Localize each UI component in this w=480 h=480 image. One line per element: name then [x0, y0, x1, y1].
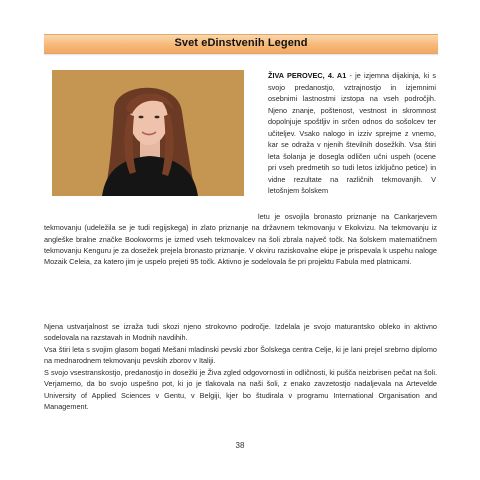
intro-paragraph: - je izjemna dijakinja, ki s svojo predanostjo, vztrajnostjo in izjemnimi osebnimi lastnostmi izstopa na vseh področjih. Njeno znanje, poštenost, vestnost in skromnost dopolnjuje spoštljiv in srčen odnos do sošolcev ter učiteljev. Vsako nalogo in izziv sprejme z vnemo, kar se odraža v njenih številnih dosežkih. Vsa štiri leta šolanja je dosegla odličen učni uspeh (ocene pri vseh predmetih so tudi letos izključno petice) in vidne rezultate na različnih tekmovanjih. V letošnjem šolskem	[268, 71, 436, 195]
page-number: 38	[235, 441, 245, 450]
choir-paragraph: Vsa štiri leta s svojim glasom bogati Mešani mladinski pevski zbor Šolskega centra Celje, ki je lani prejel srebrno diplomo na mednarodnem tekmovanju pevskih zborov v Italiji.	[44, 345, 437, 366]
page-title: Svet eDinstvenih Legend	[174, 37, 308, 49]
creativity-paragraph: Njena ustvarjalnost se izraža tudi skozi njeno strokovno področje. Izdelala je svojo maturantsko obleko in aktivno sodelovala na razstavah in Modnih navdihih.	[44, 322, 437, 343]
student-name: ŽIVA PEROVEC, 4. A1	[268, 71, 347, 80]
achievements-paragraph: letu je osvojila bronasto priznanje na Cankarjevem tekmovanju (udeležila se je tudi regijskega) in zlato priznanje na državnem tekmovanju v Ekokvizu. Na tekmovanju iz angleške bralne značke Bookworms je izmed vseh tekmovalcev na šoli zbrala največ točk. Na šolskem matematičnem tekmovanju Kenguru je za dosežek prejela bronasto priznanje. V okviru raziskovalne ekipe je prispevala k uspehu naloge Mozaik Celeia, za katero jim je uspelo prejeti 95 točk. Aktivno je sodelovala še pri projektu Fabula med platnicami.	[44, 212, 437, 267]
intro-text	[268, 70, 436, 197]
closing-paragraph: S svojo vsestranskostjo, predanostjo in dosežki je Živa zgled odgovornosti in odličnosti, ki pušča neizbrisen pečat na šoli. Verjamemo, da bo svojo uspešno pot, ki jo je tlakovala na naši šoli, z enako zavzetostjo nadaljevala na Artevelde University of Applied Sciences v Gentu, v Belgiji, kjer bo študirala v programu International Organisation and Management.	[44, 368, 437, 411]
student-portrait	[52, 70, 244, 196]
title-banner	[44, 34, 438, 54]
